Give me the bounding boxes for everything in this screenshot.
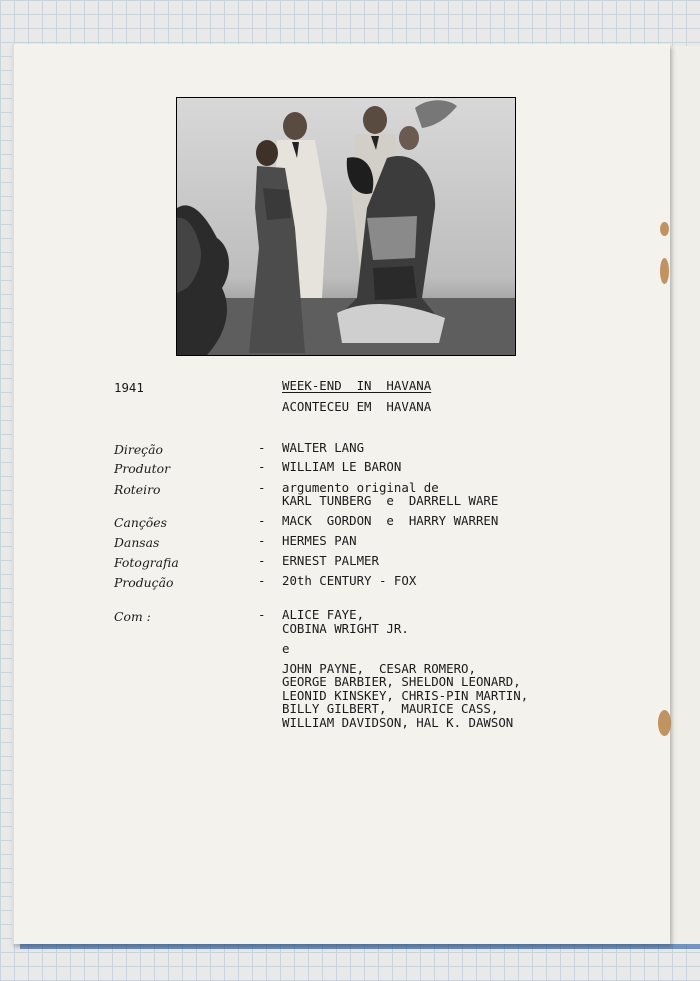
film-title: WEEK-END IN HAVANA — [282, 378, 432, 393]
cast-support-line: BILLY GILBERT, MAURICE CASS, — [282, 701, 499, 716]
cast-lead-line2: COBINA WRIGHT JR. — [282, 621, 409, 636]
credit-dash: - — [258, 533, 266, 548]
credit-value-cancoes: MACK GORDON e HARRY WARREN — [282, 513, 499, 528]
credit-label-producao: Produção — [114, 575, 174, 590]
credit-dash: - — [258, 459, 266, 474]
rust-stain — [658, 710, 671, 736]
film-still-photo — [176, 97, 516, 356]
film-still-illustration — [177, 98, 515, 355]
credit-label-direcao: Direção — [114, 442, 163, 457]
credit-label-produtor: Produtor — [114, 461, 170, 476]
credit-dash: - — [258, 440, 266, 455]
credit-dash: - — [258, 553, 266, 568]
credit-label-fotografia: Fotografia — [114, 555, 179, 570]
credit-value-producao: 20th CENTURY - FOX — [282, 573, 417, 588]
rust-stain — [660, 222, 669, 236]
credit-label-cancoes: Canções — [114, 515, 167, 530]
cast-lead-line1: ALICE FAYE, — [282, 607, 365, 622]
cast-dash: - — [258, 607, 266, 622]
film-year: 1941 — [114, 380, 144, 395]
cast-support-line: GEORGE BARBIER, SHELDON LEONARD, — [282, 674, 521, 689]
binding-edge — [20, 944, 700, 949]
cast-label: Com : — [114, 609, 151, 624]
cast-support-line: JOHN PAYNE, CESAR ROMERO, — [282, 661, 476, 676]
credit-label-dansas: Dansas — [114, 535, 160, 550]
credit-value-dansas: HERMES PAN — [282, 533, 357, 548]
credit-dash: - — [258, 573, 266, 588]
credit-dash: - — [258, 480, 266, 495]
adjacent-page-edge — [666, 46, 700, 944]
credit-value-roteiro-line2: KARL TUNBERG e DARRELL WARE — [282, 493, 499, 508]
credit-value-fotografia: ERNEST PALMER — [282, 553, 379, 568]
credit-value-produtor: WILLIAM LE BARON — [282, 459, 402, 474]
cast-support-line: WILLIAM DAVIDSON, HAL K. DAWSON — [282, 715, 514, 730]
cast-conjunction: e — [282, 641, 290, 656]
credit-label-roteiro: Roteiro — [114, 482, 161, 497]
credit-value-roteiro-line1: argumento original de — [282, 480, 439, 495]
cast-support-line: LEONID KINSKEY, CHRIS-PIN MARTIN, — [282, 688, 529, 703]
rust-stain — [660, 258, 669, 284]
credit-value-direcao: WALTER LANG — [282, 440, 365, 455]
film-subtitle: ACONTECEU EM HAVANA — [282, 399, 432, 414]
credit-dash: - — [258, 513, 266, 528]
